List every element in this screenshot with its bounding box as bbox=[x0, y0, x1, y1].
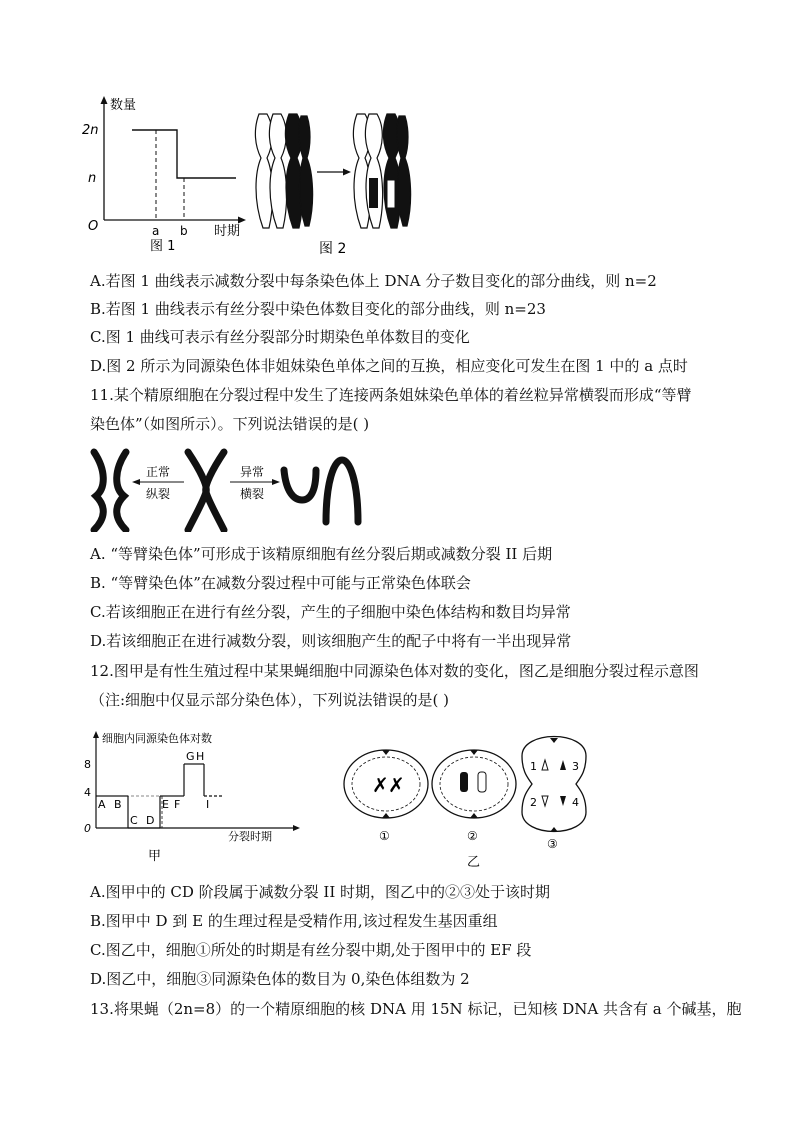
fig1-tick-a: a bbox=[152, 224, 160, 238]
q11-chromatid-right bbox=[117, 452, 126, 530]
q11-abnormal-label-2: 横裂 bbox=[240, 487, 265, 501]
jia-x-label: 分裂时期 bbox=[228, 830, 272, 843]
yi-cell-3-number-3: 3 bbox=[572, 760, 579, 773]
fig2-caption: 图 2 bbox=[319, 241, 347, 257]
q11-stem-line-1: 11.某个精原细胞在分裂过程中发生了连接两条姐妹染色单体的着丝粒异常横裂而形成“等臂 bbox=[90, 386, 692, 404]
fig1-origin: O bbox=[88, 219, 99, 234]
fig1-caption: 图 1 bbox=[150, 239, 176, 252]
q12-option-b: B.图甲中 D 到 E 的生理过程是受精作用,该过程发生基因重组 bbox=[90, 912, 498, 930]
q11-option-b: B. “等臂染色体”在减数分裂过程中可能与正常染色体联会 bbox=[90, 574, 471, 592]
yi-cell-3-number-2: 2 bbox=[530, 796, 537, 809]
q11-isochromosome-arch bbox=[326, 460, 358, 522]
yi-cell-3-number-4: 4 bbox=[572, 796, 579, 809]
q11-isochromosome-u bbox=[284, 470, 316, 500]
jia-ytick-4: 4 bbox=[84, 786, 91, 799]
yi-cell-2-label: ② bbox=[467, 829, 478, 843]
q10-option-b: B.若图 1 曲线表示有丝分裂中染色体数目变化的部分曲线，则 n=23 bbox=[90, 300, 546, 318]
jia-segment-label-D: D bbox=[146, 814, 155, 827]
fig1-x-label: 时期 bbox=[214, 224, 241, 239]
q12-option-d: D.图乙中，细胞③同源染色体的数目为 0,染色体组数为 2 bbox=[90, 970, 470, 988]
q10-option-c: C.图 1 曲线可表示有丝分裂部分时期染色单体数目的变化 bbox=[90, 328, 470, 346]
jia-ytick-0: 0 bbox=[84, 822, 91, 835]
q12-option-a: A.图甲中的 CD 阶段属于减数分裂 II 时期，图乙中的②③处于该时期 bbox=[90, 883, 551, 901]
svg-text:✗: ✗ bbox=[388, 773, 405, 797]
q12-chart-jia bbox=[80, 728, 320, 866]
q11-option-d: D.若该细胞正在进行减数分裂，则该细胞产生的配子中将有一半出现异常 bbox=[90, 632, 572, 650]
q12-figure-yi-cells bbox=[336, 720, 596, 872]
jia-segment-label-A: A bbox=[98, 798, 106, 811]
jia-segment-label-F: F bbox=[174, 798, 181, 811]
jia-segment-label-H: H bbox=[196, 750, 205, 763]
q11-figure-isochromosome bbox=[80, 448, 370, 532]
fig1-y-arrow bbox=[101, 96, 108, 104]
q11-normal-label-2: 纵裂 bbox=[146, 487, 171, 501]
q11-center-chromosome-b bbox=[206, 452, 224, 530]
jia-caption: 甲 bbox=[148, 849, 162, 864]
q11-abnormal-label-1: 异常 bbox=[240, 465, 265, 479]
fig2-chromatid-pair-2-right bbox=[383, 114, 410, 228]
yi-cell-3-label: ③ bbox=[547, 837, 558, 851]
fig2-arrow-head bbox=[343, 169, 351, 176]
fig1-tick-b: b bbox=[180, 224, 188, 238]
q11-arrow-left-head bbox=[132, 479, 140, 485]
yi-cell-3-number-1: 1 bbox=[530, 760, 537, 773]
q11-arrow-right-head bbox=[272, 479, 280, 485]
yi-cell-2 bbox=[432, 750, 516, 818]
q11-normal-label-1: 正常 bbox=[146, 465, 171, 479]
fig1-tick-2n: 2n bbox=[82, 123, 99, 138]
jia-segment-label-B: B bbox=[114, 798, 122, 811]
jia-ytick-8: 8 bbox=[84, 758, 91, 771]
jia-segment-label-G: G bbox=[186, 750, 195, 763]
jia-y-arrow bbox=[93, 731, 99, 738]
q11-chromatid-left bbox=[94, 452, 103, 530]
q12-option-c: C.图乙中，细胞①所处的时期是有丝分裂中期,处于图甲中的 EF 段 bbox=[90, 941, 532, 959]
svg-text:✗: ✗ bbox=[372, 773, 389, 797]
figure-1-graph bbox=[80, 92, 255, 252]
yi-caption: 乙 bbox=[467, 855, 481, 870]
jia-segment-label-I: I bbox=[206, 798, 210, 811]
fig2-chromatid-pair-1-right bbox=[285, 114, 312, 228]
q11-stem-line-2: 染色体”（如图所示）。下列说法错误的是( ) bbox=[90, 415, 370, 433]
fig1-curve bbox=[132, 130, 236, 178]
q13-stem-line-1: 13.将果蝇（2n=8）的一个精原细胞的核 DNA 用 15N 标记，已知核 DNA 共含有 a 个碱基，胞 bbox=[90, 1000, 742, 1018]
jia-segment-label-E: E bbox=[162, 798, 169, 811]
fig1-tick-n: n bbox=[88, 171, 97, 186]
jia-y-label: 细胞内同源染色体对数 bbox=[102, 732, 212, 745]
yi-cell-1-label: ① bbox=[379, 829, 390, 843]
yi-cell-1 bbox=[344, 750, 428, 818]
figure-2-chromosomes bbox=[245, 110, 445, 258]
q11-option-c: C.若该细胞正在进行有丝分裂，产生的子细胞中染色体结构和数目均异常 bbox=[90, 603, 571, 621]
fig2-chromatid-pair-2-left bbox=[353, 114, 382, 228]
fig1-y-label: 数量 bbox=[110, 98, 137, 113]
q11-option-a: A. “等臂染色体”可形成于该精原细胞有丝分裂后期或减数分裂 II 后期 bbox=[90, 545, 553, 563]
jia-segment-label-C: C bbox=[130, 814, 138, 827]
q12-stem-line-2: （注:细胞中仅显示部分染色体），下列说法错误的是( ) bbox=[90, 691, 450, 709]
yi-cell-3 bbox=[522, 737, 586, 833]
q10-option-a: A.若图 1 曲线表示减数分裂中每条染色体上 DNA 分子数目变化的部分曲线，则 n=2 bbox=[90, 272, 657, 290]
jia-x-arrow bbox=[293, 825, 300, 831]
q10-option-d: D.图 2 所示为同源染色体非姐妹染色单体之间的互换，相应变化可发生在图 1 中的 a 点时 bbox=[90, 357, 688, 375]
fig2-chromatid-pair-1-left bbox=[255, 114, 286, 228]
q12-stem-line-1: 12.图甲是有性生殖过程中某果蝇细胞中同源染色体对数的变化，图乙是细胞分裂过程示意图 bbox=[90, 662, 699, 680]
